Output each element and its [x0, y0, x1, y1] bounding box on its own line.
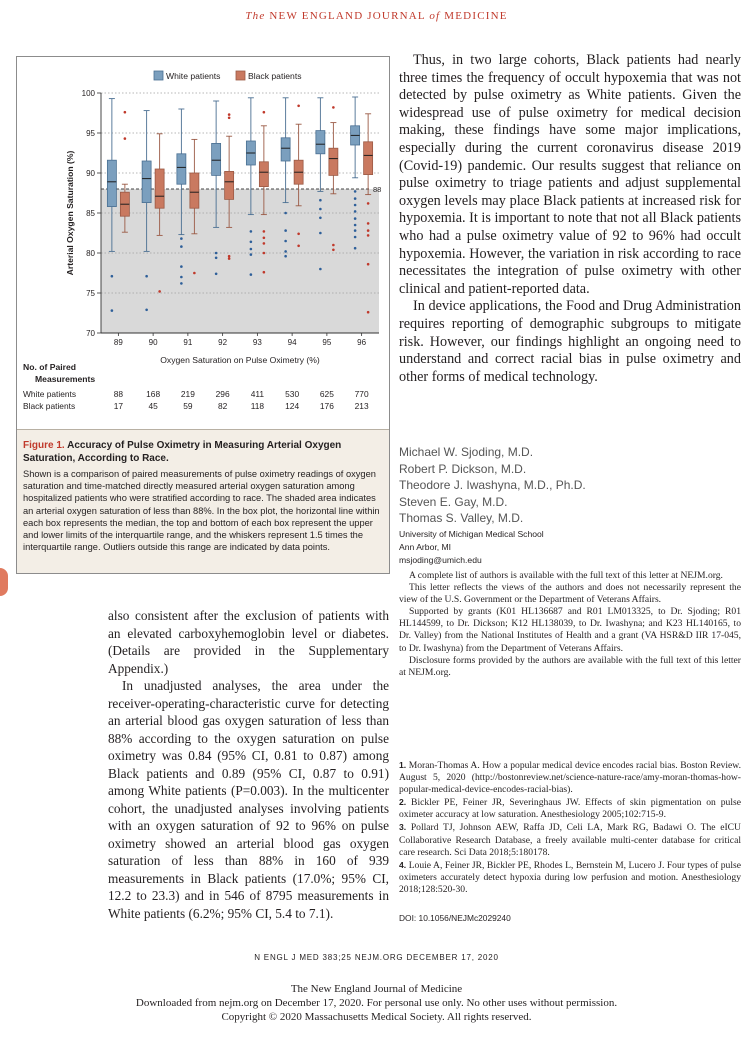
outlier-point: [354, 229, 357, 232]
outlier-point: [111, 309, 114, 312]
box-plot-chart: [17, 57, 389, 429]
left-column-text: [108, 607, 389, 922]
box: [316, 131, 325, 154]
shaded-region: [101, 189, 379, 333]
table-count: 625: [319, 389, 334, 399]
x-tick-label: 90: [148, 338, 158, 347]
y-tick-label: 95: [86, 129, 95, 138]
box: [281, 138, 290, 161]
outlier-point: [263, 252, 266, 255]
doi-link[interactable]: DOI: 10.1056/NEJMc2029240: [399, 913, 511, 923]
box: [225, 171, 234, 199]
reference-text: Moran-Thomas A. How a popular medical device encodes racial bias. Boston Review. August 5, 2020 (http://bostonreview.net/science-nature-race/amy-moran-thomas-how-popular-medical-device-encodes-racial-bias).: [399, 760, 742, 796]
outlier-point: [215, 273, 218, 276]
outlier-point: [250, 230, 253, 233]
footer-download: Downloaded from nejm.org on December 17, 2020. For personal use only. No other uses without permission.: [135, 997, 618, 1009]
caption-text: Shown is a comparison of paired measurements of pulse oximetry readings of oxygen saturation and time-matched directly measured arterial oxygen saturation among hospitalized patients who were stratified according to race. The shaded area indicates an arterial oxygen saturation of less than 88%. In the box plot, the horizontal line within each box represents the median, the top and bottom of each box represent the upper and lower limits of the interquartile range, and the whiskers represent 1.5 times the interquartile range. Outliers outside this range are indicated by data points.: [23, 469, 380, 553]
outlier-point: [180, 265, 183, 268]
table-count: 124: [285, 401, 300, 411]
legend-swatch-black: [236, 71, 245, 80]
page-edge-marker: [0, 568, 8, 596]
outlier-point: [319, 268, 322, 271]
table-header: No. of Paired: [23, 362, 77, 372]
outlier-point: [250, 248, 253, 251]
box: [177, 154, 186, 184]
caption-title: [23, 439, 381, 465]
outlier-point: [319, 199, 322, 202]
author-name: Thomas S. Valley, M.D.: [399, 511, 524, 525]
table-count: 118: [250, 401, 265, 411]
note: Disclosure forms provided by the authors are available with the full text of this letter at NEJM.org.: [399, 654, 741, 678]
journal-name: NEW ENGLAND JOURNAL: [269, 10, 426, 22]
outlier-point: [180, 245, 183, 248]
y-tick-label: 70: [86, 329, 95, 338]
right-column-text: [399, 52, 741, 386]
table-count: 770: [354, 389, 369, 399]
reference-item: [399, 759, 741, 796]
figure-caption: [17, 429, 389, 573]
journal-suffix: MEDICINE: [444, 10, 508, 22]
legend-label-black: Black patients: [248, 71, 302, 81]
author-name: Theodore J. Iwashyna, M.D., Ph.D.: [399, 478, 586, 492]
outlier-point: [215, 257, 218, 260]
table-row-label: White patients: [23, 389, 77, 399]
outlier-point: [354, 217, 357, 220]
outlier-point: [263, 237, 266, 240]
reference-number: 1.: [399, 760, 407, 770]
box: [364, 142, 373, 175]
outlier-point: [228, 257, 231, 260]
outlier-point: [354, 224, 357, 227]
reference-number: 3.: [399, 822, 407, 833]
outlier-point: [228, 117, 231, 120]
legend-label-white: White patients: [166, 71, 221, 81]
city: Ann Arbor, MI: [399, 541, 452, 552]
table-header: Measurements: [35, 374, 96, 384]
table-count: 17: [113, 401, 124, 411]
journal-of: of: [429, 10, 441, 22]
y-tick-label: 80: [86, 249, 95, 258]
caption-label: Figure 1.: [23, 440, 65, 451]
outlier-point: [297, 245, 300, 248]
journal-prefix: The: [245, 10, 266, 22]
author-name: Robert P. Dickson, M.D.: [399, 461, 527, 476]
table-count: 45: [148, 401, 158, 411]
box: [142, 161, 151, 203]
y-tick-label: 100: [81, 89, 95, 98]
outlier-point: [354, 210, 357, 213]
table-count: 59: [183, 401, 193, 411]
author-name: Steven E. Gay, M.D.: [399, 494, 508, 509]
reference-list: [399, 759, 741, 896]
box: [259, 162, 268, 187]
reference-item: [399, 796, 741, 821]
threshold-label: 88: [373, 185, 382, 194]
outlier-point: [263, 230, 266, 233]
outlier-point: [215, 252, 218, 255]
outlier-point: [145, 309, 148, 312]
x-tick-label: 95: [322, 338, 332, 347]
right-paragraph-1: Thus, in two large cohorts, Black patients had nearly three times the frequency of occult hypoxemia that was not detected by pulse oximetry as White patients. Given the widespread use of pulse oximetry for medical decision making, these findings have some major implications, especially during the current coronavirus disease 2019 (Covid-19) pandemic. Our results suggest that reliance on pulse oximetry to triage patients and adjust supplemental oxygen levels may place Black patients at increased risk for hypoxemia. It is important to note that not all Black patients who had a pulse oximetry value of 92 to 96% had occult hypoxemia. However, the variation in risk according to race necessitates the integration of pulse oximetry with other clinical and patient-reported data.: [399, 52, 741, 297]
outlier-point: [180, 276, 183, 279]
journal-header: [0, 10, 753, 22]
outlier-point: [111, 275, 114, 278]
outlier-point: [367, 229, 370, 232]
outlier-point: [354, 204, 357, 207]
outlier-point: [250, 253, 253, 256]
affiliation: [399, 528, 741, 566]
left-paragraph-1: also consistent after the exclusion of patients with an elevated carboxyhemoglobin level or diabetes. (Details are provided in the Supplementary Appendix.): [108, 608, 389, 676]
outlier-point: [354, 236, 357, 239]
outlier-point: [180, 237, 183, 240]
y-tick-label: 85: [86, 209, 95, 218]
outlier-point: [354, 197, 357, 200]
reference-number: 2.: [399, 797, 407, 808]
table-count: 168: [146, 389, 161, 399]
footer-journal: The New England Journal of Medicine: [290, 983, 463, 995]
running-footer: N ENGL J MED 383;25 NEJM.ORG DECEMBER 17, 2020: [254, 953, 499, 962]
outlier-point: [332, 249, 335, 252]
reference-text: Louie A, Feiner JR, Bickler PE, Rhodes L, Bernstein M, Lucero J. Four types of pulse oximeters accurately detect hypoxia during low perfusion and motion. Anesthesiology 2018;128:520-30.: [399, 859, 741, 895]
outlier-point: [228, 255, 231, 258]
outlier-point: [284, 229, 287, 232]
note: A complete list of authors is available with the full text of this letter at NEJM.org.: [409, 570, 723, 581]
outlier-point: [367, 202, 370, 205]
footer-copyright: Copyright © 2020 Massachusetts Medical Society. All rights reserved.: [221, 1011, 532, 1023]
caption-title-text: Accuracy of Pulse Oximetry in Measuring Arterial Oxygen Saturation, According to Race.: [23, 440, 342, 464]
author-notes: [399, 570, 741, 679]
box: [155, 169, 164, 208]
outlier-point: [250, 241, 253, 244]
x-tick-label: 92: [218, 338, 228, 347]
note: This letter reflects the views of the authors and does not necessarily represent the view of the U.S. Government or the Department of Veterans Affairs.: [399, 582, 741, 606]
reference-number: 4.: [399, 859, 407, 870]
reference-text: Bickler PE, Feiner JR, Severinghaus JW. Effects of skin pigmentation on pulse oximeter accuracy at low saturation. Anesthesiology 2005;102:715-9.: [399, 797, 741, 821]
author-list: [399, 444, 741, 527]
outlier-point: [354, 190, 357, 193]
outlier-point: [263, 242, 266, 245]
outlier-point: [263, 271, 266, 274]
outlier-point: [158, 290, 161, 293]
figure-panel: [16, 56, 390, 574]
x-tick-label: 96: [357, 338, 367, 347]
outlier-point: [284, 255, 287, 258]
box: [212, 143, 221, 175]
legend-swatch-white: [154, 71, 163, 80]
outlier-point: [284, 250, 287, 253]
outlier-point: [250, 273, 253, 276]
reference-item: [399, 821, 741, 858]
reference-text: Pollard TJ, Johnson AEW, Raffa JD, Celi LA, Mark RG, Badawi O. The eICU Collaborative Research Database, a freely available multi-center database for critical care research. Sci Data 2018;5:180178.: [399, 822, 741, 858]
outlier-point: [284, 240, 287, 243]
table-count: 82: [217, 401, 228, 411]
email-link[interactable]: msjoding@umich.edu: [399, 554, 482, 565]
outlier-point: [319, 232, 322, 235]
outlier-point: [319, 208, 322, 211]
outlier-point: [332, 244, 335, 247]
outlier-point: [124, 111, 127, 114]
y-axis-label: Arterial Oxygen Saturation (%): [65, 150, 75, 276]
box: [107, 160, 116, 206]
x-tick-label: 89: [113, 338, 123, 347]
outlier-point: [284, 212, 287, 215]
table-count: 213: [354, 401, 369, 411]
x-tick-label: 94: [287, 338, 297, 347]
x-tick-label: 91: [183, 338, 193, 347]
right-paragraph-2: In device applications, the Food and Drug Administration requires reporting of demographic subgroups to mitigate risk. However, our findings highlight an ongoing need to understand and correct racial bias in pulse oximetry and other forms of medical technology.: [399, 298, 741, 385]
box: [190, 173, 199, 208]
outlier-point: [193, 272, 196, 275]
note: Supported by grants (K01 HL136687 and R01 LM013325, to Dr. Sjoding; R01 HL144599, to Dr. Dickson; K12 HL138039, to Dr. Iwashyna; and K23 HL140165, to Dr. Valley) from the National Institutes of Health and a grant (VA HSR&D IIR 17-045, to Dr. Iwashyna) from the Department of Veterans Affairs.: [399, 606, 741, 654]
table-count: 88: [113, 389, 124, 399]
outlier-point: [263, 111, 266, 114]
table-count: 219: [180, 389, 195, 399]
box: [329, 148, 338, 175]
x-axis-label: Oxygen Saturation on Pulse Oximetry (%): [160, 355, 320, 365]
outlier-point: [319, 217, 322, 220]
y-tick-label: 90: [86, 169, 95, 178]
table-row-label: Black patients: [23, 401, 76, 411]
reference-item: [399, 859, 741, 896]
author-name: Michael W. Sjoding, M.D.: [399, 445, 534, 459]
table-count: 530: [285, 389, 300, 399]
outlier-point: [367, 263, 370, 266]
outlier-point: [332, 106, 335, 109]
left-paragraph-2: In unadjusted analyses, the area under the receiver-operating-characteristic curve for detecting an arterial blood gas oxygen saturation of less than 88% according to the oxygen saturation on pulse oximetry was 0.84 (95% CI, 0.81 to 0.87) among Black patients and 0.89 (95% CI, 0.87 to 0.91) among White patients (P=0.003). In the multicenter cohort, the unadjusted analyses involving patients with an oxygen saturation of 92 to 96% on pulse oximetry showed an arterial blood gas oxygen saturation of less than 88% in 160 of 939 measurements in Black patients (17.0%; 95% CI, 12.2 to 23.3) and in 546 of 8795 measurements in White patients (6.2%; 95% CI, 5.4 to 7.1).: [108, 678, 389, 921]
table-count: 411: [250, 389, 265, 399]
table-count: 176: [319, 401, 334, 411]
outlier-point: [145, 275, 148, 278]
outlier-point: [367, 222, 370, 225]
outlier-point: [297, 105, 300, 108]
outlier-point: [124, 137, 127, 140]
y-tick-label: 75: [86, 289, 95, 298]
outlier-point: [180, 282, 183, 285]
outlier-point: [367, 311, 370, 314]
table-count: 296: [215, 389, 230, 399]
outlier-point: [367, 234, 370, 237]
institution: University of Michigan Medical School: [399, 529, 544, 539]
outlier-point: [228, 113, 231, 116]
outlier-point: [297, 233, 300, 236]
outlier-point: [354, 247, 357, 250]
x-tick-label: 93: [252, 338, 262, 347]
